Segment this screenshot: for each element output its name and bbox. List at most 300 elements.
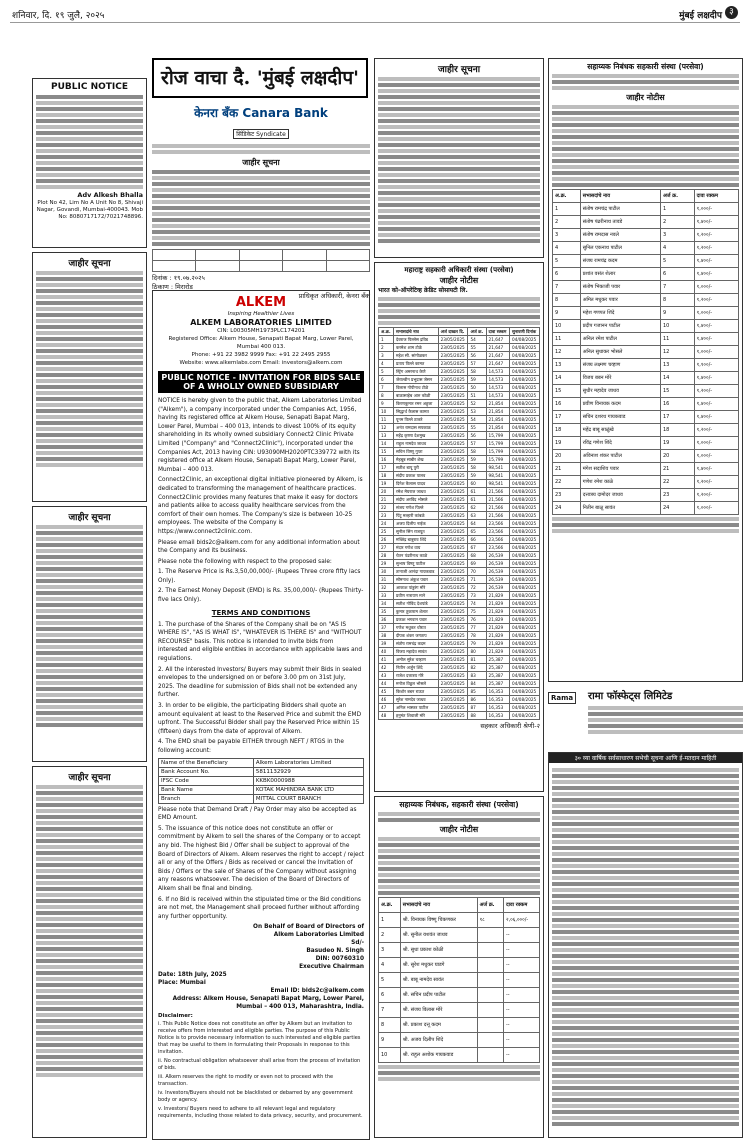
table-header-cell: अ.क्र. (379, 898, 401, 913)
table-cell: 23/05/2025 (438, 624, 468, 632)
table-header-cell: सभासदांचे नाव (394, 328, 439, 336)
table-cell: 23/05/2025 (438, 392, 468, 400)
table-cell: १,२००/- (694, 489, 738, 502)
table-cell: 72 (468, 584, 486, 592)
table-row (553, 229, 739, 242)
table-cell: 23/05/2025 (438, 448, 468, 456)
table-cell: 14 (553, 372, 581, 385)
table-cell: १,१००/- (694, 359, 738, 372)
table-cell: 23/05/2025 (438, 416, 468, 424)
rama-agm-notice (548, 752, 743, 1138)
table-cell: 58 (468, 464, 486, 472)
table-row (379, 680, 540, 688)
table-cell: 23/05/2025 (438, 712, 468, 720)
table-cell: 14 (660, 372, 694, 385)
table-cell: 26,539 (486, 584, 510, 592)
table-cell: -- (503, 1033, 539, 1048)
table-cell: 16,353 (486, 696, 510, 704)
table-row (553, 203, 739, 216)
table-cell: अनिल भास्कर पाटील (394, 704, 439, 712)
table-cell: १,४००/- (694, 268, 738, 281)
table-cell: 04/08/2025 (510, 448, 540, 456)
table-cell: 6 (379, 376, 394, 384)
table-cell: 4 (379, 360, 394, 368)
table-cell: 23/05/2025 (438, 640, 468, 648)
table-cell: 11 (379, 416, 394, 424)
table-cell: 21,647 (486, 360, 510, 368)
table-cell: 2 (660, 216, 694, 229)
table-cell: 23/05/2025 (438, 360, 468, 368)
table-cell: 81 (468, 656, 486, 664)
table-cell: 3 (553, 229, 581, 242)
table-cell: 98,541 (486, 472, 510, 480)
table-row (379, 480, 540, 488)
public-notice-box (32, 78, 147, 248)
table-cell: 56 (468, 432, 486, 440)
table-row (379, 592, 540, 600)
table-cell: 5 (660, 255, 694, 268)
table-cell: 9 (379, 1033, 401, 1048)
alkem-item-2: 2. The Earnest Money Deposit (EMD) is Rs. 35,00,000/- (Rupees Thirty-five lacs Only). (158, 588, 364, 604)
table-row (379, 913, 540, 928)
alkem-term-4b: Please note that Demand Draft / Pay Order may also be accepted as EMD Amount. (158, 806, 357, 822)
syndicate-logo: सिंडिकेट Syndicate (233, 129, 289, 139)
table-row (379, 352, 540, 360)
header-paper-name: मुंबई लक्षदीप (679, 11, 722, 21)
table-cell: श्री. सुरेश मधुकर घाडगे (400, 958, 477, 973)
table-cell: राहुल नामदेव जाधव (394, 440, 439, 448)
table-cell: 04/08/2025 (510, 408, 540, 416)
alkem-bank-table: Name of the Beneficiary Alkem Laboratories Limited Bank Account No. 5811132929 IFSC Code KKBK0000988 Bank Name KOTAK MAHINDRA BANK LTD Branch MITTAL COURT BRANCH (158, 758, 364, 804)
table-cell: करमेश शाम टोळे (394, 344, 439, 352)
table-cell: 13 (553, 359, 581, 372)
table-cell: 21,647 (486, 344, 510, 352)
table-cell: 12 (379, 424, 394, 432)
table-cell: 23/05/2025 (438, 480, 468, 488)
table-cell: 04/08/2025 (510, 520, 540, 528)
alkem-tagline: Inspiring Healthier Lives (227, 311, 295, 317)
table-cell: 23/05/2025 (438, 464, 468, 472)
public-notice-body (36, 95, 143, 189)
table-cell: 68 (468, 552, 486, 560)
table-cell: 24 (379, 520, 394, 528)
table-cell: 23/05/2025 (438, 704, 468, 712)
table-cell: 04/08/2025 (510, 528, 540, 536)
table-cell: 23/05/2025 (438, 400, 468, 408)
table-row (379, 344, 540, 352)
table-cell: 14,573 (486, 368, 510, 376)
table-cell: 30 (379, 568, 394, 576)
table-cell: 04/08/2025 (510, 496, 540, 504)
table-cell: दिनेश कैलास यादव (394, 480, 439, 488)
table-cell: २,०६,०००/- (503, 913, 539, 928)
table-cell: 54 (468, 416, 486, 424)
table-cell: 24 (553, 502, 581, 515)
right-title: जाहीर नोटीस (626, 93, 665, 102)
table-cell: 18 (660, 424, 694, 437)
table-cell: 64 (468, 520, 486, 528)
table-cell: 15,799 (486, 456, 510, 464)
table-cell: 20 (553, 450, 581, 463)
table-cell: संजय लक्ष्मण चव्हाण (580, 359, 660, 372)
table-row (553, 411, 739, 424)
table-row (553, 437, 739, 450)
table-cell: 04/08/2025 (510, 640, 540, 648)
table-cell: १,४००/- (694, 320, 738, 333)
table-cell: सुरेश नामदेव जाधव (394, 696, 439, 704)
table-cell: 26,539 (486, 576, 510, 584)
table-row (379, 528, 540, 536)
coop-members-table (378, 327, 540, 720)
table-cell: १,४००/- (694, 411, 738, 424)
table-cell: 25,387 (486, 664, 510, 672)
canara-table (152, 249, 370, 272)
table-cell: दत्तात्रय दामोदर जाधव (580, 489, 660, 502)
table-cell: 23/05/2025 (438, 384, 468, 392)
table-cell: 88 (468, 712, 486, 720)
table-cell: अविनाश शंकर पाटील (580, 450, 660, 463)
table-cell: सतीश गोविंद देशपांडे (394, 600, 439, 608)
table-cell: 73 (468, 592, 486, 600)
table-row (553, 307, 739, 320)
canara-notice-title: जाहीर सूचना (242, 158, 280, 167)
table-cell: मंदार गणेश वाघ (394, 544, 439, 552)
table-cell: 23/05/2025 (438, 552, 468, 560)
table-cell: 23,566 (486, 520, 510, 528)
table-cell: 23 (553, 489, 581, 502)
table-cell: 04/08/2025 (510, 384, 540, 392)
alkem-company-name: ALKEM LABORATORIES LIMITED (190, 318, 332, 327)
alkem-term-4: 4. The EMD shall be payable EITHER through NEFT / RTGS in the following account: (158, 739, 344, 754)
table-cell: संदीप अरविंद भोसले (394, 496, 439, 504)
table-header-cell: अर्ज दाखल दि. (438, 328, 468, 336)
alkem-date-place: Date: 18th July, 2025 Place: Mumbai (158, 972, 227, 987)
table-cell: 19 (379, 480, 394, 488)
table-cell: 21 (660, 463, 694, 476)
table-cell: -- (503, 1003, 539, 1018)
table-header-cell: दावा रक्कम (503, 898, 539, 913)
table-cell: 21,566 (486, 488, 510, 496)
table-cell: 04/08/2025 (510, 504, 540, 512)
table-cell: देवराज पिल्लेस द्रविड (394, 336, 439, 344)
table-cell: 23/05/2025 (438, 376, 468, 384)
table-cell: 6 (379, 988, 401, 1003)
table-cell: 23/05/2025 (438, 584, 468, 592)
table-row (379, 400, 540, 408)
alkem-disclaimer-5: v. Investors/ Buyers need to adhere to all relevant legal and regulatory requirements, including those related to data privacy, security, and procurement. (158, 1106, 363, 1120)
table-cell: -- (503, 1048, 539, 1063)
table-cell: 67 (468, 544, 486, 552)
alkem-para-2: Connect2Clinic, an exceptional digital initiative pioneered by Alkem, is dedicated to transforming the management of healthcare practices. Connect2Clinic provides many features that make it easy for doctors and patients alike to access quality healthcare services from the comfort of their own homes. The Company's size is between 10-25 employees. The website of the Company is https://www.connect2clinic.com. (158, 477, 363, 535)
table-cell: 27 (379, 544, 394, 552)
table-cell: 7 (379, 384, 394, 392)
table-cell: १,०००/- (694, 203, 738, 216)
table-cell: रविंद्र गणेश शिंदे (580, 437, 660, 450)
table-cell: बाळासाहेब आरु कोळी (394, 392, 439, 400)
table-cell: 34 (379, 600, 394, 608)
table-row (379, 488, 540, 496)
table-cell: जेराल्डीन प्रभूदास जेसन (394, 376, 439, 384)
table-cell: 23/05/2025 (438, 472, 468, 480)
table-row (553, 359, 739, 372)
table-cell: 24 (660, 502, 694, 515)
table-row (379, 464, 540, 472)
table-cell: 10 (379, 408, 394, 416)
table-cell: 60 (468, 480, 486, 488)
table-cell: 26,539 (486, 568, 510, 576)
table-cell: 22 (379, 504, 394, 512)
table-cell: 23/05/2025 (438, 344, 468, 352)
table-cell: 80 (468, 648, 486, 656)
table-row (379, 440, 540, 448)
table-cell: श्री. विनायक विष्णू चिकणकर (400, 913, 477, 928)
alkem-para-1: NOTICE is hereby given to the public that, Alkem Laboratories Limited ("Alkem"), a company incorporated under the Companies Act, 1956, having its registered office at Alkem House, Senapati Bapat Marg, Lower Parel, Mumbai – 400 013, intends to divest 100% of its equity shareholding in its wholly owned subsidiary Connect2 Clinic Private Limited ("Company" and "Connect2Clinic"), incorporated under the Companies Act, 2013 having CIN: U93090MH2020PTC339772 with its registered office at Alkem House, Senapati Bapat Marg, Lower Parel, Mumbai – 400 013. (158, 398, 362, 473)
table-row (379, 408, 540, 416)
table-row (553, 216, 739, 229)
table-cell: 44 (379, 680, 394, 688)
table-cell: संतोष भिकाजी पवार (580, 281, 660, 294)
table-cell: १,२००/- (694, 242, 738, 255)
table-cell: 61 (468, 488, 486, 496)
table-cell: १,२००/- (694, 476, 738, 489)
table-cell: 4 (379, 958, 401, 973)
table-header-cell: दावा रक्कम (694, 190, 738, 203)
table-cell: 56 (468, 352, 486, 360)
table-cell: 4 (553, 242, 581, 255)
table-row (553, 346, 739, 359)
table-cell: 62 (468, 504, 486, 512)
table-cell: 04/08/2025 (510, 376, 540, 384)
table-cell: १,०००/- (694, 450, 738, 463)
table-cell: 65 (468, 528, 486, 536)
table-cell: 04/08/2025 (510, 552, 540, 560)
table-cell (477, 973, 503, 988)
rama-logo: Rama (548, 692, 576, 704)
canara-bank-notice (152, 104, 370, 300)
table-cell: 04/08/2025 (510, 600, 540, 608)
table-cell: 23/05/2025 (438, 408, 468, 416)
table-cell: 23 (379, 512, 394, 520)
table-cell: 16,353 (486, 704, 510, 712)
alkem-item-1: 1. The Reserve Price is Rs.3,50,00,000/- (Rupees Three crore fifty lacs Only). (158, 569, 361, 584)
table-cell: 16,353 (486, 712, 510, 720)
table-cell: सुभाष विष्णू पाटील (394, 560, 439, 568)
table-row (379, 664, 540, 672)
table-cell: -- (503, 943, 539, 958)
table-cell: 21,829 (486, 616, 510, 624)
table-cell: गणेश रमेश काळे (580, 476, 660, 489)
table-row (379, 640, 540, 648)
right-registrar-notice (548, 58, 743, 682)
table-cell: 12 (660, 346, 694, 359)
table-row (379, 376, 540, 384)
table-cell: 42 (379, 664, 394, 672)
table-cell: 04/08/2025 (510, 480, 540, 488)
table-cell: अमोल सुरेश चव्हाण (394, 656, 439, 664)
middle-top-body (378, 77, 540, 243)
jahir-suchana-box-1 (32, 252, 147, 502)
table-cell: 15,799 (486, 448, 510, 456)
table-cell: श्री. अजय दिलीप शिंदे (400, 1033, 477, 1048)
table-cell (477, 1018, 503, 1033)
table-row (379, 552, 540, 560)
table-cell: 2 (553, 216, 581, 229)
table-row (553, 502, 739, 515)
table-cell: 47 (379, 704, 394, 712)
table-cell: 25,387 (486, 672, 510, 680)
table-cell: 9 (379, 400, 394, 408)
page-header (10, 6, 740, 23)
alkem-disclaimer-3: iii. Alkem reserves the right to modify or even not to proceed with the transaction. (158, 1074, 334, 1088)
masthead-banner: रोज वाचा दै. 'मुंबई लक्षदीप' (152, 58, 368, 98)
table-cell: 26,539 (486, 560, 510, 568)
table-cell: 23/05/2025 (438, 616, 468, 624)
public-notice-signature: Adv Alkesh Bhalla (77, 191, 143, 199)
table-cell: रमेश मेघराज जाधव (394, 488, 439, 496)
table-cell (477, 1033, 503, 1048)
table-cell: 98,541 (486, 464, 510, 472)
alkem-term-2: 2. All the interested Investors/ Buyers may submit their Bids in sealed envelopes to the undersigned on or before 3.00 pm on 31st July, 2025. The deadline for submission of Bids shall not be extended any further. (158, 666, 362, 699)
table-cell: 79 (468, 640, 486, 648)
table-cell: 23/05/2025 (438, 656, 468, 664)
table-row (379, 576, 540, 584)
table-cell: १,०००/- (694, 281, 738, 294)
table-cell: 40 (379, 648, 394, 656)
table-cell: 04/08/2025 (510, 688, 540, 696)
table-cell: 23/05/2025 (438, 576, 468, 584)
table-row (379, 584, 540, 592)
table-cell: प्रशांत वसंत शेलार (580, 268, 660, 281)
table-row (553, 320, 739, 333)
table-cell: 45 (379, 688, 394, 696)
table-header-cell: अर्ज क्र. (660, 190, 694, 203)
table-cell: 04/08/2025 (510, 672, 540, 680)
table-cell: महेश सी. सांगोळकर (394, 352, 439, 360)
table-cell: 17 (660, 411, 694, 424)
table-cell: 23,566 (486, 536, 510, 544)
table-cell: 20 (660, 450, 694, 463)
table-cell: 23/05/2025 (438, 688, 468, 696)
table-cell: 1 (379, 913, 401, 928)
table-cell: 21 (379, 496, 394, 504)
table-cell: किरणकुमार रमन अहुजा (394, 400, 439, 408)
table-cell: 3 (660, 229, 694, 242)
table-cell: 70 (468, 568, 486, 576)
table-cell: सिद्धार्थ कैलास कामत (394, 408, 439, 416)
table-cell: स्ट्रिंग अमरनाथ केणे (394, 368, 439, 376)
table-cell: 23/05/2025 (438, 648, 468, 656)
table-cell: 15 (660, 385, 694, 398)
table-cell: 1 (379, 336, 394, 344)
table-row (379, 568, 540, 576)
table-cell: 29 (379, 560, 394, 568)
table-cell: 23/05/2025 (438, 456, 468, 464)
table-header-cell: दावा रक्कम (486, 328, 510, 336)
table-row (379, 624, 540, 632)
table-cell: 5 (379, 973, 401, 988)
table-cell: 21,829 (486, 632, 510, 640)
table-cell: 19 (553, 437, 581, 450)
table-row (379, 1003, 540, 1018)
table-row (553, 242, 739, 255)
table-row (379, 616, 540, 624)
table-cell: 14,573 (486, 392, 510, 400)
table-cell: 4 (660, 242, 694, 255)
table-cell: -- (503, 988, 539, 1003)
table-row (379, 368, 540, 376)
rama-company-name: रामा फॉस्फेट्स लिमिटेड (588, 691, 673, 702)
bottom-registrar-notice (374, 796, 544, 1138)
table-cell: 6 (553, 268, 581, 281)
table-cell: 10 (379, 1048, 401, 1063)
bottom-members-table (378, 897, 540, 1063)
table-cell: 23/05/2025 (438, 560, 468, 568)
table-row (553, 294, 739, 307)
table-cell: 51 (468, 392, 486, 400)
alkem-contact: Email ID: bids2c@alkem.com Address: Alkem House, Senapati Bapat Marg, Lower Parel, Mumbai – 400 013, Maharashtra, India. (172, 988, 364, 1011)
table-cell: 04/08/2025 (510, 576, 540, 584)
table-cell: श्री. सुनील यशवंत जाधव (400, 928, 477, 943)
table-cell: १८ (477, 913, 503, 928)
table-cell: 58 (468, 448, 486, 456)
table-cell: प्रकाश भगवान पवार (394, 616, 439, 624)
table-cell: 22 (553, 476, 581, 489)
table-cell: 31 (379, 576, 394, 584)
table-cell: 76 (468, 616, 486, 624)
public-notice-address: Plot No 42, Lim No A Unit No 8, Shivaji Nagar, Govandi, Mumbai-400043. Mob No: 8080717172/7021748896. (36, 200, 143, 220)
table-row (379, 416, 540, 424)
table-cell: 9 (553, 307, 581, 320)
coop-title: जाहीर नोटीस (439, 276, 479, 285)
table-cell: 13 (379, 432, 394, 440)
table-cell: 04/08/2025 (510, 440, 540, 448)
table-cell (477, 958, 503, 973)
table-cell: 23/05/2025 (438, 488, 468, 496)
table-cell: विलास गोपीनाथ टोळे (394, 384, 439, 392)
table-cell: गणेश मधुकर थोरात (394, 624, 439, 632)
alkem-term-1: 1. The purchase of the Shares of the Company shall be on "AS IS WHERE IS", "AS IS WHAT IS", "WHATEVER IS THERE IS" and "WITHOUT RECOURSE" basis. This notice is intended to invite bids from interested and eligible entities in accordance with applicable laws and regulations. (158, 621, 363, 663)
table-row (379, 520, 540, 528)
table-cell: 23/05/2025 (438, 496, 468, 504)
table-cell: १,०००/- (694, 437, 738, 450)
middle-top-notice (374, 58, 544, 258)
table-header-cell: अर्ज क्र. (468, 328, 486, 336)
jahir-suchana-title-2: जाहीर सूचना (68, 513, 111, 523)
table-cell: मेहबूब साबीर शेख (394, 456, 439, 464)
bottom-title: जाहीर नोटीस (439, 825, 479, 834)
table-cell: 57 (468, 360, 486, 368)
table-row (379, 432, 540, 440)
alkem-notice-heading: PUBLIC NOTICE - INVITATION FOR BIDS SALE OF A WHOLLY OWNED SUBSIDIARY (158, 371, 364, 393)
table-cell: 8 (660, 294, 694, 307)
right-members-table (552, 189, 739, 515)
table-cell: 86 (468, 696, 486, 704)
table-cell: श्री. संजय विलास मोरे (400, 1003, 477, 1018)
table-cell: 23/05/2025 (438, 680, 468, 688)
table-cell: 23/05/2025 (438, 664, 468, 672)
table-cell: 04/08/2025 (510, 648, 540, 656)
table-cell: 21,829 (486, 592, 510, 600)
table-cell: 20 (379, 488, 394, 496)
table-cell: -- (503, 958, 539, 973)
table-cell: 1 (553, 203, 581, 216)
table-row (553, 463, 739, 476)
table-cell: 14 (379, 440, 394, 448)
table-cell: 04/08/2025 (510, 456, 540, 464)
table-cell: 23/05/2025 (438, 352, 468, 360)
table-cell: श्री. सुधा प्रकाश कोळी (400, 943, 477, 958)
table-cell: 21,854 (486, 424, 510, 432)
